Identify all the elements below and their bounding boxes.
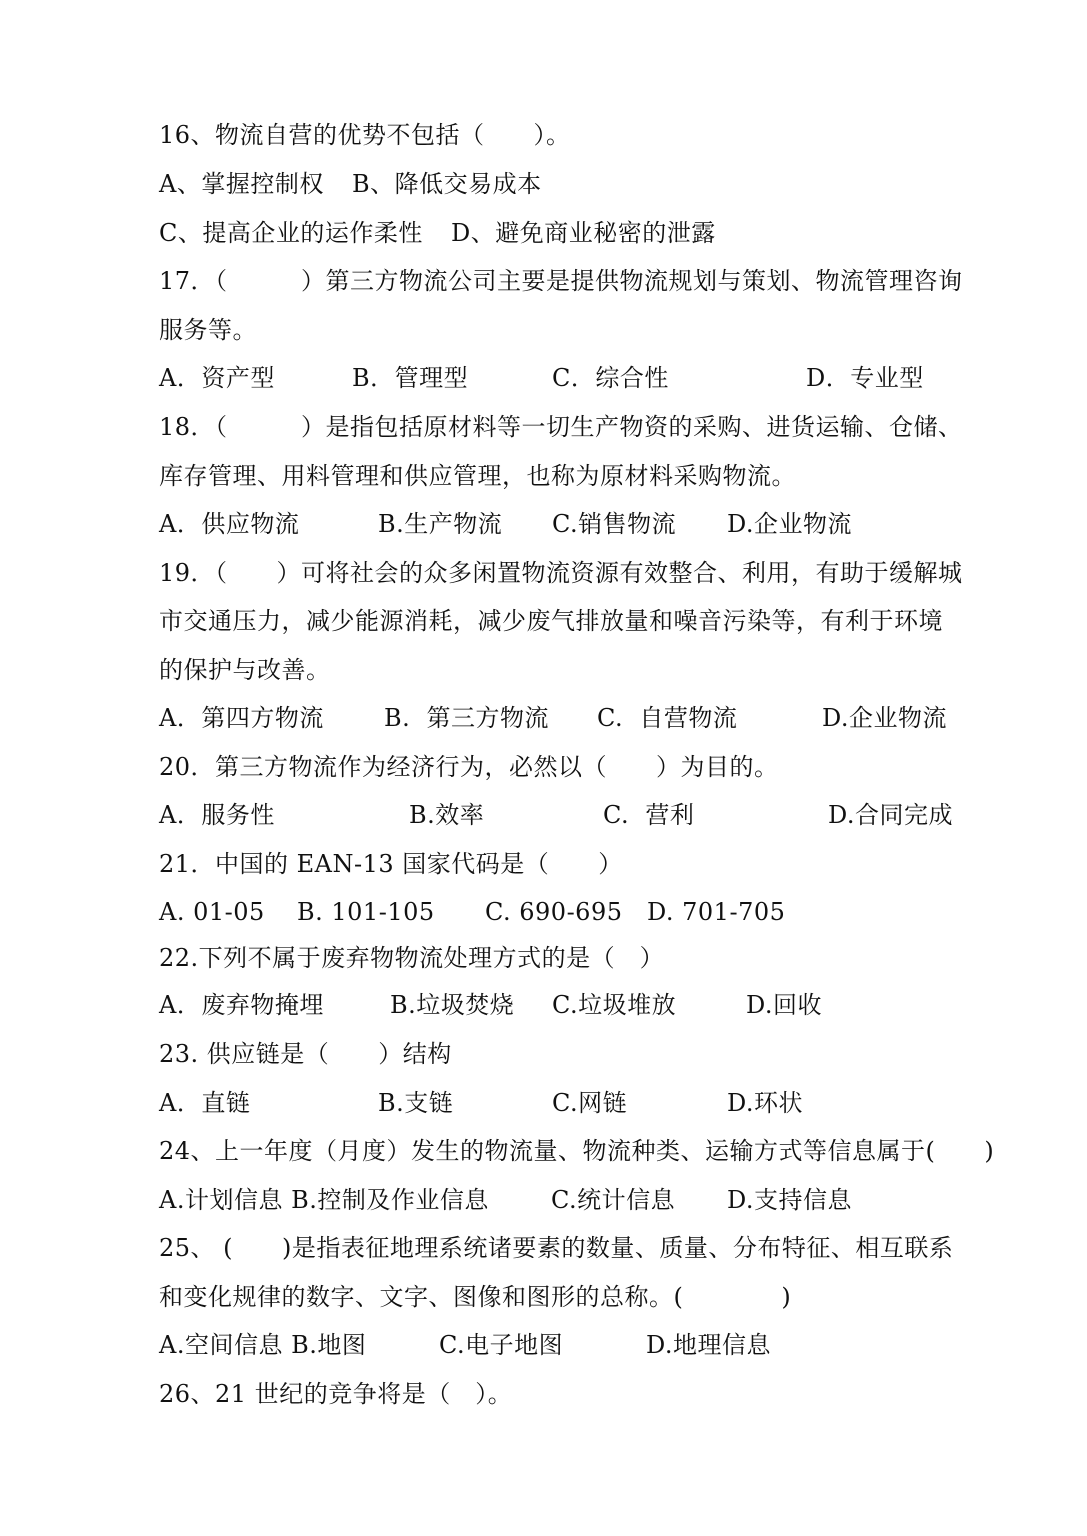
question-17-option-a: A．资产型 bbox=[159, 364, 275, 392]
question-25-option-c: C.电子地图 bbox=[439, 1331, 564, 1359]
question-18-option-c: C.销售物流 bbox=[552, 510, 677, 538]
question-16-stem: 16、物流自营的优势不包括（ ）。 bbox=[159, 121, 571, 149]
question-23-stem: 23. 供应链是（ ）结构 bbox=[159, 1040, 452, 1068]
question-19-stem-line-2: 市交通压力，减少能源消耗，减少废气排放量和噪音污染等，有利于环境 bbox=[159, 607, 943, 635]
question-23-option-b: B.支链 bbox=[378, 1089, 454, 1117]
question-17-stem-line-2: 服务等。 bbox=[159, 316, 257, 344]
question-20-option-d: D.合同完成 bbox=[828, 801, 954, 829]
question-21-stem: 21．中国的 EAN-13 国家代码是（ ） bbox=[159, 850, 623, 878]
question-19-option-a: A．第四方物流 bbox=[159, 704, 324, 732]
question-17-option-d: D．专业型 bbox=[806, 364, 924, 392]
question-21-option-a: A. 01-05 bbox=[159, 898, 265, 926]
question-17-option-c: C．综合性 bbox=[552, 364, 669, 392]
question-23-option-a: A．直链 bbox=[159, 1089, 251, 1117]
question-26-stem: 26、21 世纪的竞争将是（ ）。 bbox=[159, 1380, 513, 1408]
question-25-stem-line-2: 和变化规律的数字、文字、图像和图形的总称。( ) bbox=[159, 1283, 792, 1311]
question-22-option-b: B.垃圾焚烧 bbox=[390, 991, 515, 1019]
question-17-option-b: B．管理型 bbox=[352, 364, 469, 392]
question-18-option-d: D.企业物流 bbox=[727, 510, 853, 538]
question-25-option-ab: A.空间信息 B.地图 bbox=[159, 1331, 367, 1359]
question-19-option-b: B. 第三方物流 bbox=[384, 704, 550, 732]
question-23-option-d: D.环状 bbox=[727, 1089, 804, 1117]
question-22-option-d: D.回收 bbox=[746, 991, 823, 1019]
question-20-option-c: C. 营利 bbox=[603, 801, 695, 829]
question-20-option-b: B.效率 bbox=[409, 801, 485, 829]
question-20-option-a: A．服务性 bbox=[159, 801, 275, 829]
question-22-option-c: C.垃圾堆放 bbox=[552, 991, 677, 1019]
question-17-stem-line-1: 17．（ ）第三方物流公司主要是提供物流规划与策划、物流管理咨询 bbox=[159, 267, 963, 295]
question-22-option-a: A．废弃物掩埋 bbox=[159, 991, 324, 1019]
question-19-option-d: D.企业物流 bbox=[822, 704, 948, 732]
question-21-option-c: C. 690-695 bbox=[485, 898, 623, 926]
question-18-option-a: A．供应物流 bbox=[159, 510, 300, 538]
question-19-option-c: C. 自营物流 bbox=[597, 704, 738, 732]
question-16-option-d: D、避免商业秘密的泄露 bbox=[451, 219, 716, 247]
question-16-option-a: A、掌握控制权 bbox=[159, 170, 324, 198]
question-18-stem-line-1: 18．（ ）是指包括原材料等一切生产物资的采购、进货运输、仓储、 bbox=[159, 413, 963, 441]
question-16-option-c: C、提高企业的运作柔性 bbox=[159, 219, 423, 247]
question-19-stem-line-1: 19．（ ）可将社会的众多闲置物流资源有效整合、利用，有助于缓解城 bbox=[159, 559, 963, 587]
question-24-option-ab: A.计划信息 B.控制及作业信息 bbox=[159, 1186, 489, 1214]
question-25-option-d: D.地理信息 bbox=[646, 1331, 772, 1359]
question-25-stem-line-1: 25、 ( )是指表征地理系统诸要素的数量、质量、分布特征、相互联系 bbox=[159, 1234, 954, 1262]
question-19-stem-line-3: 的保护与改善。 bbox=[159, 656, 331, 684]
question-18-stem-line-2: 库存管理、用料管理和供应管理，也称为原材料采购物流。 bbox=[159, 462, 796, 490]
question-23-option-c: C.网链 bbox=[552, 1089, 628, 1117]
question-21-option-d: D. 701-705 bbox=[647, 898, 786, 926]
question-18-option-b: B.生产物流 bbox=[378, 510, 503, 538]
question-22-stem: 22.下列不属于废弃物物流处理方式的是（ ） bbox=[159, 944, 665, 972]
question-24-stem: 24、上一年度（月度）发生的物流量、物流种类、运输方式等信息属于( ) bbox=[159, 1137, 995, 1165]
question-20-stem: 20．第三方物流作为经济行为，必然以（ ）为目的。 bbox=[159, 753, 779, 781]
question-16-option-b: B、降低交易成本 bbox=[352, 170, 542, 198]
question-24-option-d: D.支持信息 bbox=[727, 1186, 853, 1214]
question-24-option-c: C.统计信息 bbox=[551, 1186, 676, 1214]
question-21-option-b: B. 101-105 bbox=[297, 898, 435, 926]
